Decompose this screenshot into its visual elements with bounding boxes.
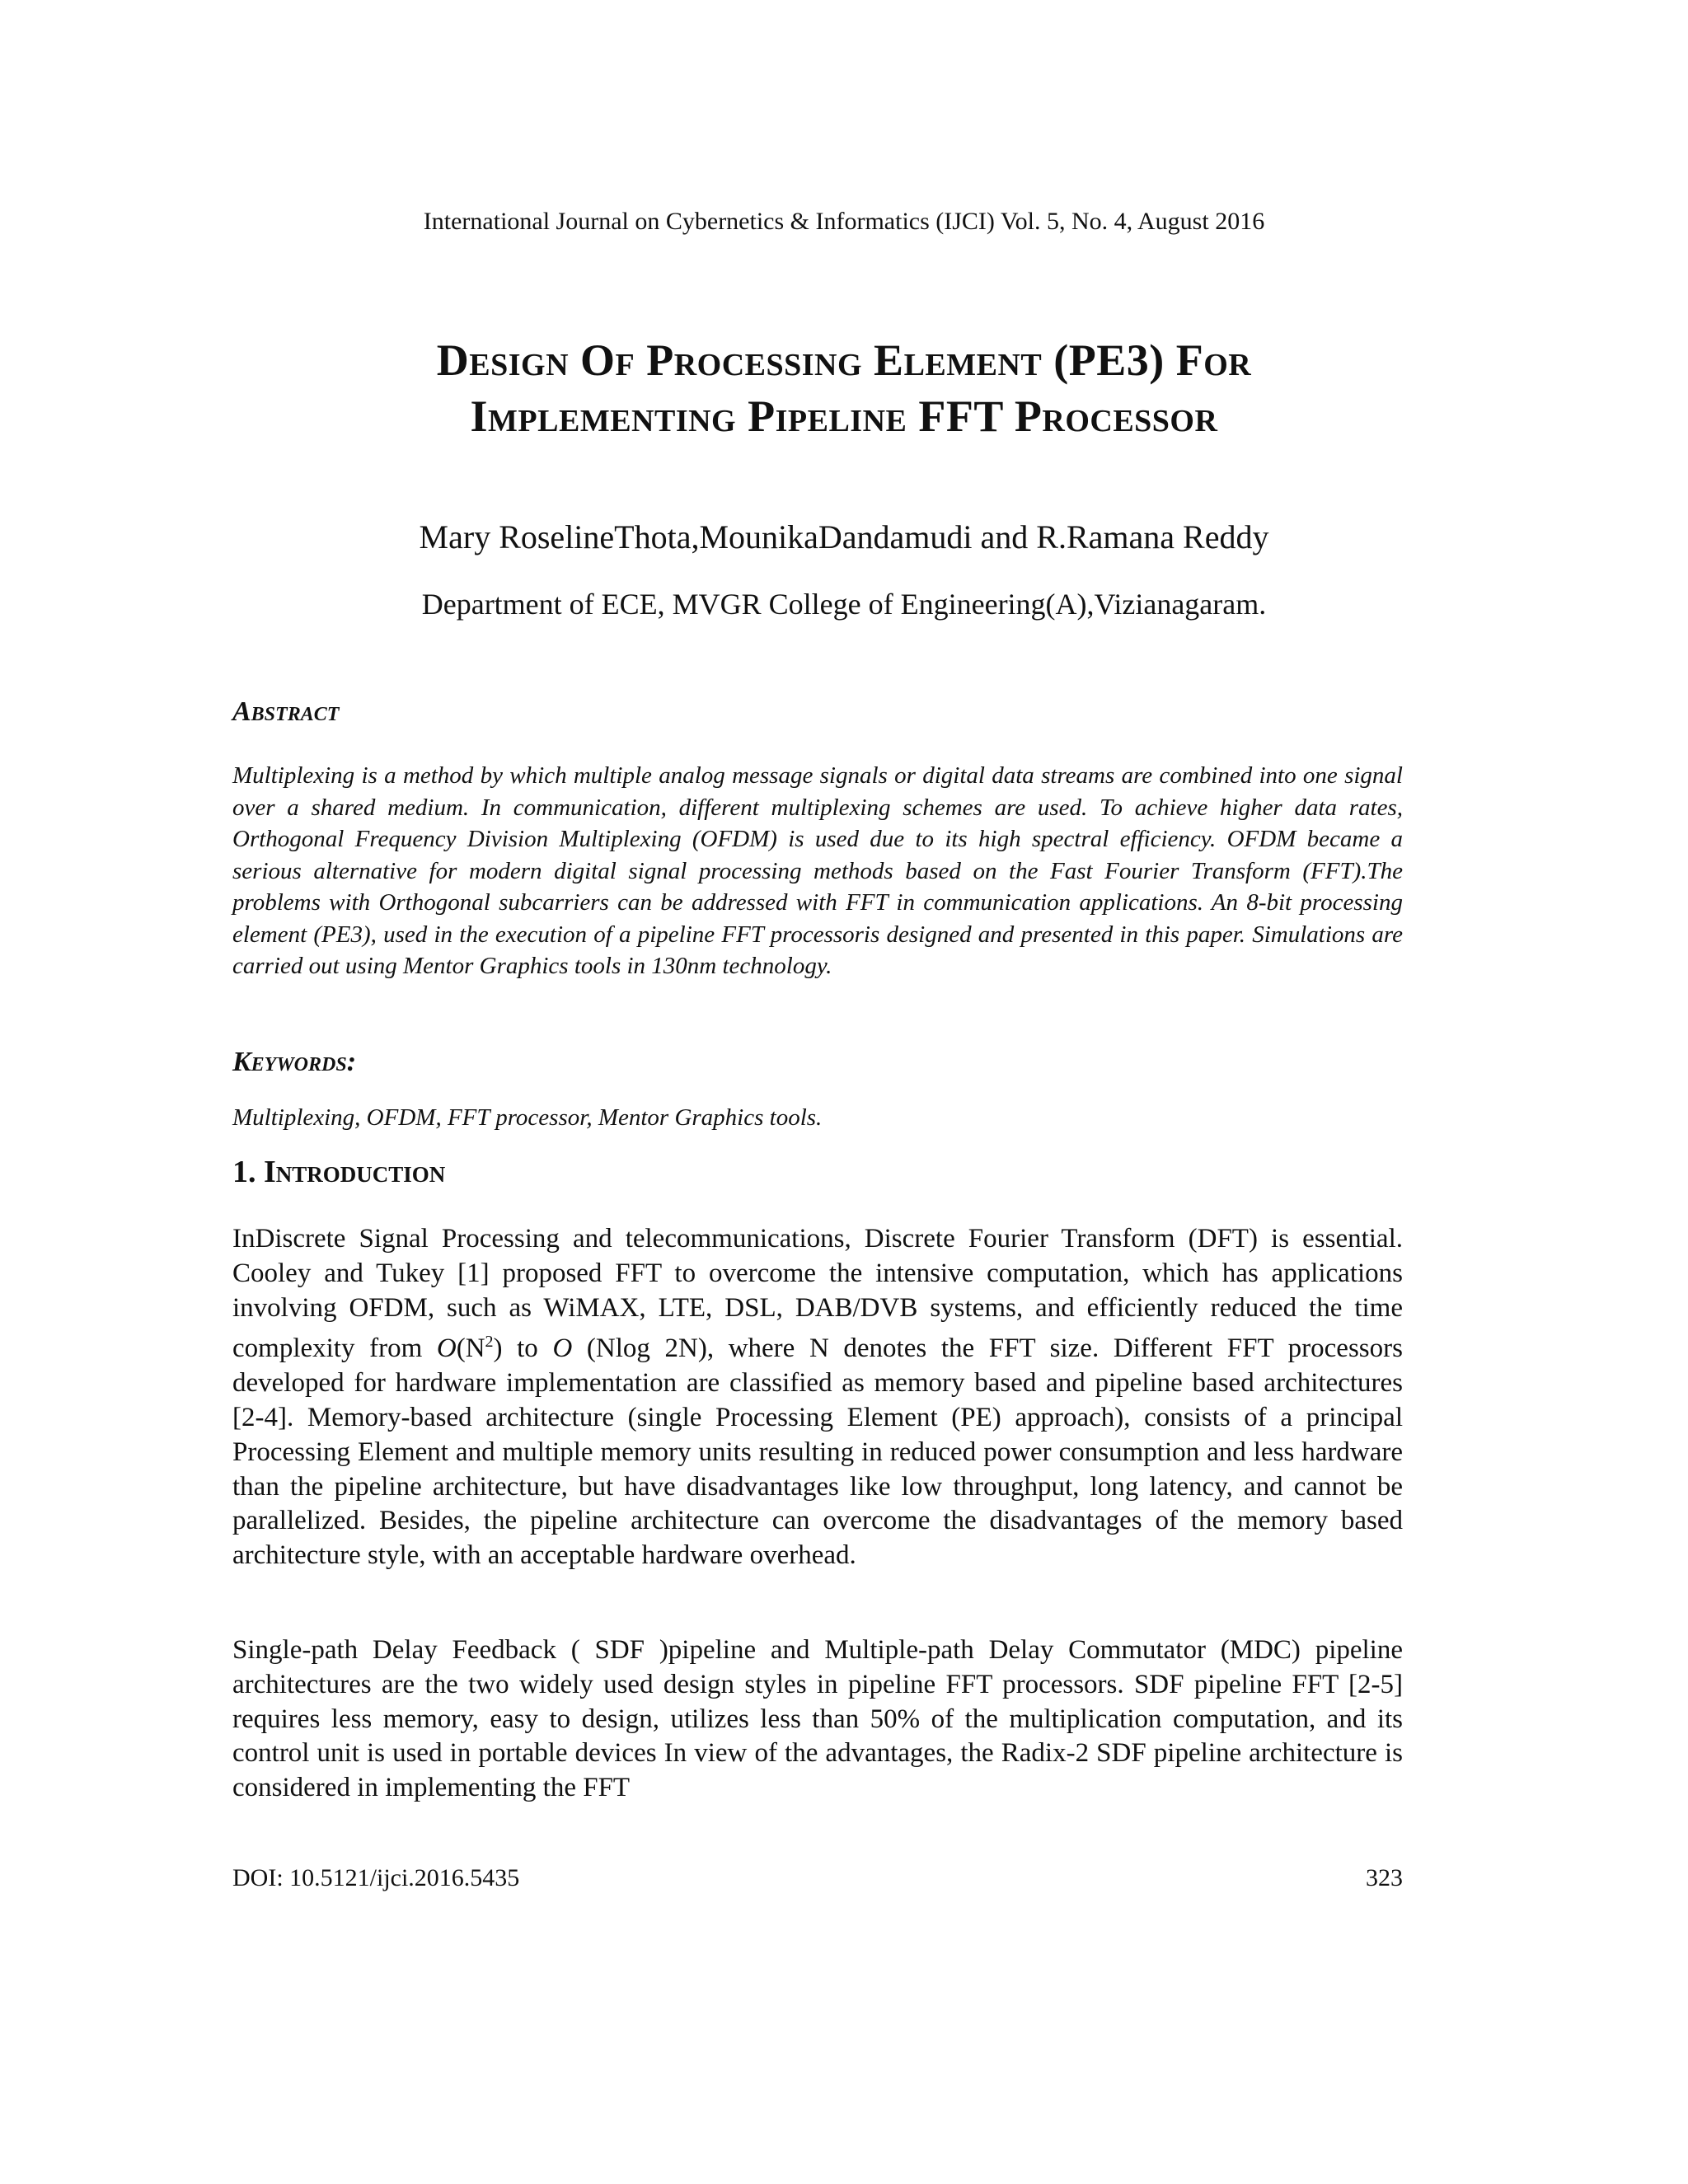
abstract-heading: Abstract xyxy=(232,696,340,727)
title-line-2: Implementing Pipeline FFT Processor xyxy=(470,391,1218,441)
affiliation: Department of ECE, MVGR College of Engineering(A),Vizianagaram. xyxy=(421,588,1267,621)
p1-text-a: InDiscrete Signal Processing and telecommunications, Discrete Fourier Transform (DFT) is essential. Cooley and Tukey [1] proposed FFT to overcome the intensive computation, which has applications involving OFDM, such as WiMAX, LTE, DSL, DAB/DVB systems, and efficiently reduced the time complexity from xyxy=(232,1224,1403,1364)
p1-text-d: (Nlog 2N), where N denotes the FFT size. Different FFT processors developed for hardware implementation are classified as memory based and pipeline based architectures [2-4]. Memory-based architecture (single Processing Element (PE) approach), consists of a principal Processing Element and multiple memory units resulting in reduced power consumption and less hardware than the pipeline architecture, but have disadvantages like low throughput, long latency, and cannot be parallelized. Besides, the pipeline architecture can overcome the disadvantages of the memory based architecture style, with an acceptable hardware overhead. xyxy=(232,1333,1403,1571)
running-header: International Journal on Cybernetics & Informatics (IJCI) Vol. 5, No. 4, August 2016 xyxy=(423,208,1265,235)
abstract-text: Multiplexing is a method by which multiple analog message signals or digital data streams are combined into one signal over a shared medium. In communication, different multiplexing schemes are used. To achieve higher data rates, Orthogonal Frequency Division Multiplexing (OFDM) is used due to its high spectral efficiency. OFDM became a serious alternative for modern digital signal processing methods based on the Fast Fourier Transform (FFT).The problems with Orthogonal subcarriers can be addressed with FFT in communication applications. An 8-bit processing element (PE3), used in the execution of a pipeline FFT processoris designed and presented in this paper. Simulations are carried out using Mentor Graphics tools in 130nm technology. xyxy=(232,762,1403,979)
paper-title xyxy=(165,332,1523,444)
p1-text-b: (N xyxy=(456,1333,485,1364)
title-line-1: Design Of Processing Element (PE3) For xyxy=(436,335,1252,385)
introduction-paragraph-2: Single-path Delay Feedback ( SDF )pipeline and Multiple-path Delay Commutator (MDC) pipeline architectures are the two widely used design styles in pipeline FFT processors. SDF pipeline FFT [2-5] requires less memory, easy to design, utilizes less than 50% of the multiplication computation, and its control unit is used in portable devices In view of the advantages, the Radix-2 SDF pipeline architecture is considered in implementing the FFT xyxy=(232,1635,1403,1803)
big-o-symbol: O xyxy=(552,1333,573,1364)
p1-text-c: ) to xyxy=(493,1333,553,1364)
keywords-text: Multiplexing, OFDM, FFT processor, Mentor Graphics tools. xyxy=(232,1104,823,1131)
big-o-symbol: O xyxy=(436,1333,457,1364)
keywords-heading: Keywords: xyxy=(232,1047,357,1077)
footer-doi: DOI: 10.5121/ijci.2016.5435 xyxy=(232,1864,520,1891)
page-number: 323 xyxy=(1366,1864,1403,1891)
introduction-heading: 1. Introduction xyxy=(232,1155,446,1189)
superscript-exponent: 2 xyxy=(485,1333,494,1352)
introduction-paragraph-1 xyxy=(232,1222,1403,1573)
authors: Mary RoselineThota,MounikaDandamudi and R.Ramana Reddy xyxy=(419,518,1269,555)
